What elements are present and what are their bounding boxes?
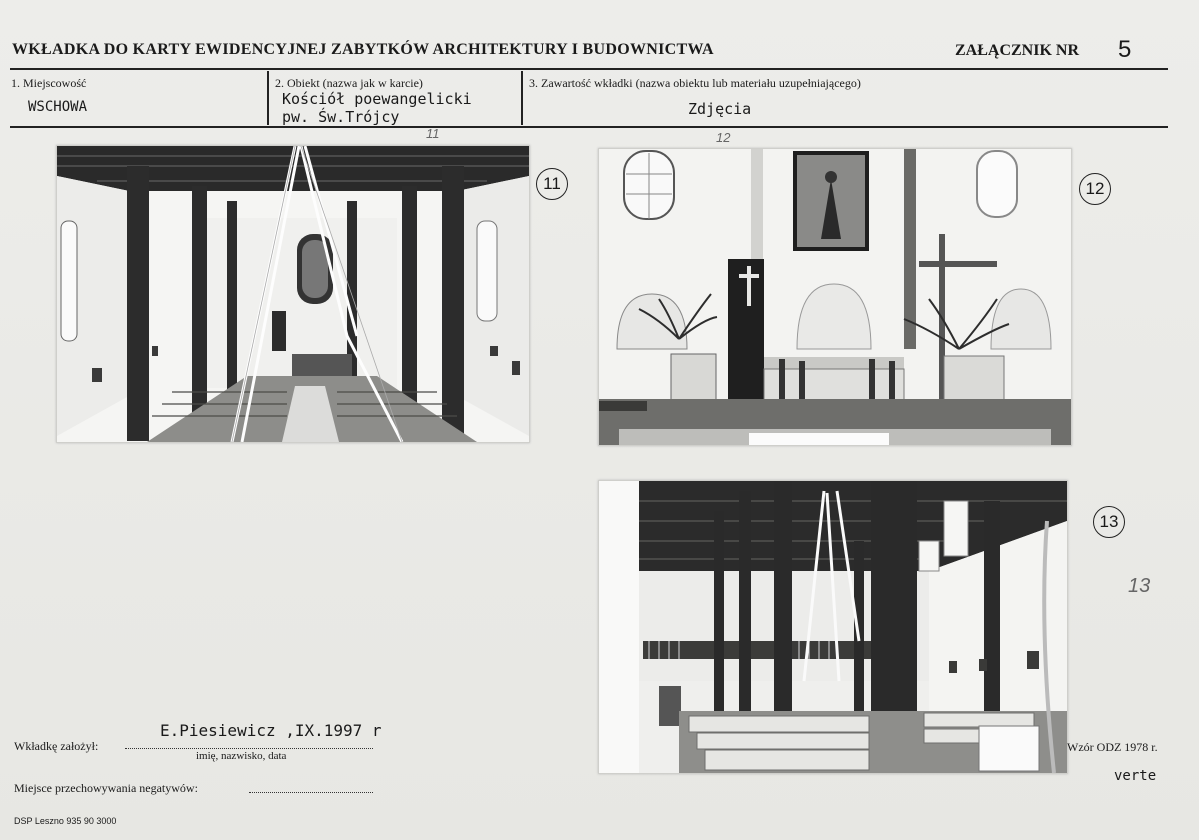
attachment-number: 5 <box>1118 36 1132 63</box>
attachment-label: ZAŁĄCZNIK NR <box>955 42 1080 59</box>
created-by-line <box>125 748 373 749</box>
object-label: 2. Obiekt (nazwa jak w karcie) <box>275 76 423 90</box>
photo-number-13: 13 <box>1093 506 1125 538</box>
field-divider-2 <box>521 71 523 125</box>
printer-mark: DSP Leszno 935 90 3000 <box>14 816 117 826</box>
verte-note: verte <box>1114 768 1157 784</box>
photo-church-nave <box>56 145 530 443</box>
photo-galleries <box>598 480 1068 774</box>
template-version: Wzór ODZ 1978 r. <box>1067 740 1158 754</box>
photo-altar <box>598 148 1072 446</box>
created-by-label: Wkładkę założył: <box>14 739 99 753</box>
object-value-line2: pw. Św.Trójcy <box>282 108 400 126</box>
location-label: 1. Miejscowość <box>11 76 87 90</box>
pencil-mark-13: 13 <box>1128 575 1151 597</box>
fields-rule <box>10 126 1168 128</box>
photo-number-11: 11 <box>536 168 568 200</box>
pencil-mark-11: 11 <box>426 126 440 141</box>
contents-label: 3. Zawartość wkładki (nazwa obiektu lub materiału uzupełniającego) <box>529 76 861 90</box>
photo-number-12: 12 <box>1079 173 1111 205</box>
field-divider-1 <box>267 71 269 125</box>
page-title: WKŁADKA DO KARTY EWIDENCYJNEJ ZABYTKÓW ARCHITEKTURY I BUDOWNICTWA <box>12 41 714 58</box>
location-value: WSCHOWA <box>28 99 88 115</box>
created-by-hint: imię, nazwisko, data <box>196 750 287 762</box>
object-value-line1: Kościół poewangelicki <box>282 90 472 108</box>
created-by-value: E.Piesiewicz ,IX.1997 r <box>160 721 382 740</box>
negatives-line <box>249 792 373 793</box>
header-rule <box>10 68 1168 70</box>
contents-value: Zdjęcia <box>688 100 752 118</box>
pencil-mark-12: 12 <box>716 130 731 145</box>
negatives-label: Miejsce przechowywania negatywów: <box>14 781 198 795</box>
